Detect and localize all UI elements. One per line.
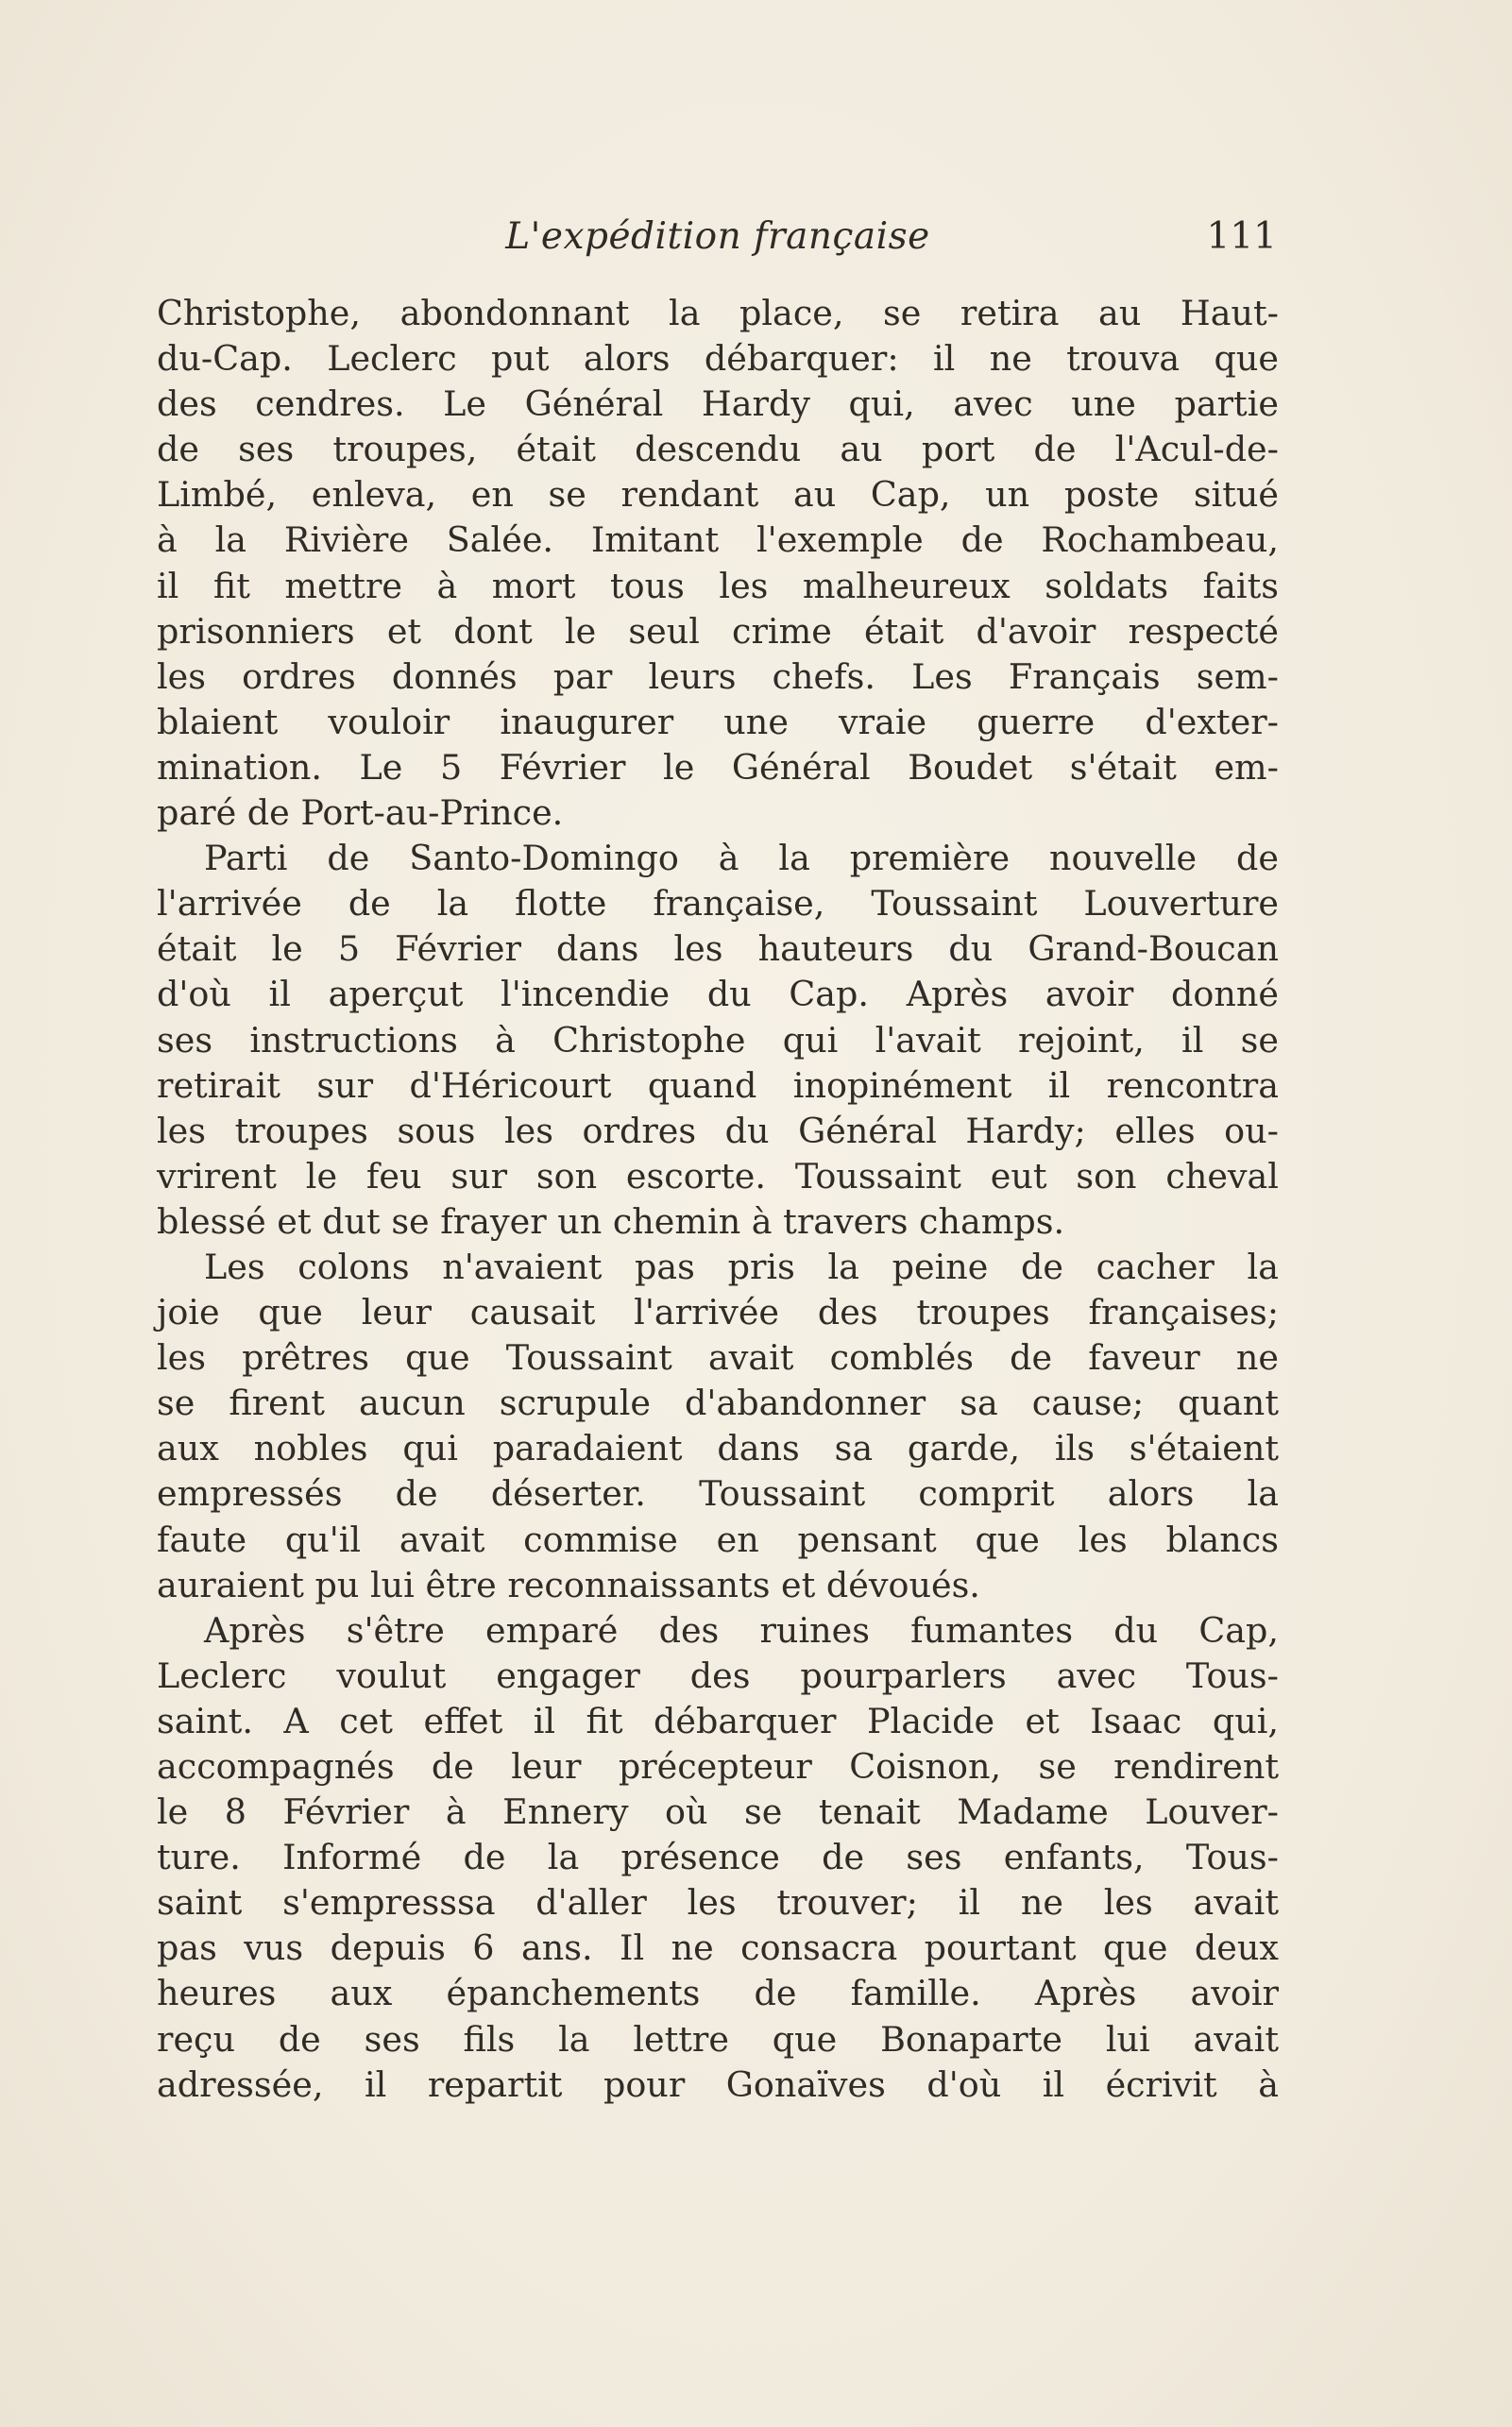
text-line: se firent aucun scrupule d'abandonner sa cause; quant [157, 1383, 1279, 1424]
paragraph-end-line: blessé et dut se frayer un chemin à travers champs. [157, 1200, 1065, 1242]
text-line: des cendres. Le Général Hardy qui, avec une partie [157, 383, 1279, 425]
text-line: Limbé, enleva, en se rendant au Cap, un poste situé [157, 474, 1279, 516]
text-line: aux nobles qui paradaient dans sa garde, ils s'étaient [157, 1428, 1279, 1469]
text-line: faute qu'il avait commise en pensant que les blancs [157, 1519, 1279, 1560]
paragraph-end-line: paré de Port-au-Prince. [157, 792, 564, 834]
paragraph-start-line: Les colons n'avaient pas pris la peine de cacher la [204, 1246, 1279, 1287]
text-line: retirait sur d'Héricourt quand inopinément il rencontra [157, 1064, 1279, 1106]
text-line: adressée, il repartit pour Gonaïves d'où il écrivit à [157, 2063, 1279, 2105]
running-head [159, 215, 1277, 272]
running-title: L'expédition française [505, 215, 930, 258]
text-line: joie que leur causait l'arrivée des troupes françaises; [157, 1292, 1279, 1333]
text-line: Leclerc voulut engager des pourparlers avec Tous- [157, 1655, 1279, 1696]
text-line: prisonniers et dont le seul crime était d'avoir respecté [157, 610, 1279, 652]
text-line: les ordres donnés par leurs chefs. Les Français sem- [157, 655, 1279, 697]
text-line: pas vus depuis 6 ans. Il ne consacra pourtant que deux [157, 1927, 1279, 1969]
paragraph-end-line: auraient pu lui être reconnaissants et dévoués. [157, 1564, 980, 1605]
text-line: il fit mettre à mort tous les malheureux soldats faits [157, 565, 1279, 606]
text-line: le 8 Février à Ennery où se tenait Madame Louver- [157, 1791, 1279, 1833]
text-line: empressés de déserter. Toussaint comprit alors la [157, 1473, 1279, 1515]
text-line: mination. Le 5 Février le Général Boudet s'était em- [157, 746, 1279, 788]
text-line: à la Rivière Salée. Imitant l'exemple de Rochambeau, [157, 519, 1279, 561]
text-line: reçu de ses fils la lettre que Bonaparte lui avait [157, 2018, 1279, 2060]
text-line: ture. Informé de la présence de ses enfants, Tous- [157, 1837, 1279, 1878]
page-number: 111 [1206, 215, 1277, 258]
text-line: du-Cap. Leclerc put alors débarquer: il ne trouva que [157, 338, 1279, 380]
text-line: heures aux épanchements de famille. Après avoir [157, 1973, 1279, 2014]
text-line: était le 5 Février dans les hauteurs du Grand-Boucan [157, 928, 1279, 970]
text-line: de ses troupes, était descendu au port de l'Acul-de- [157, 429, 1279, 470]
text-line: l'arrivée de la flotte française, Toussaint Louverture [157, 883, 1279, 925]
text-line: ses instructions à Christophe qui l'avait rejoint, il se [157, 1019, 1279, 1061]
text-line: saint s'empresssa d'aller les trouver; il ne les avait [157, 1882, 1279, 1924]
paragraph-start-line: Parti de Santo-Domingo à la première nouvelle de [204, 838, 1279, 879]
text-line: les troupes sous les ordres du Général Hardy; elles ou- [157, 1110, 1279, 1151]
text-line: accompagnés de leur précepteur Coisnon, se rendirent [157, 1746, 1279, 1787]
text-line: d'où il aperçut l'incendie du Cap. Après avoir donné [157, 974, 1279, 1015]
text-line: blaient vouloir inaugurer une vraie guerre d'exter- [157, 701, 1279, 742]
paragraph-start-line: Après s'être emparé des ruines fumantes du Cap, [204, 1609, 1279, 1651]
text-line: vrirent le feu sur son escorte. Toussaint eut son cheval [157, 1155, 1279, 1197]
text-line: Christophe, abondonnant la place, se retira au Haut- [157, 293, 1279, 333]
body-text [157, 291, 1279, 2108]
text-line: les prêtres que Toussaint avait comblés de faveur ne [157, 1337, 1279, 1379]
text-line: saint. A cet effet il fit débarquer Placide et Isaac qui, [157, 1700, 1279, 1741]
